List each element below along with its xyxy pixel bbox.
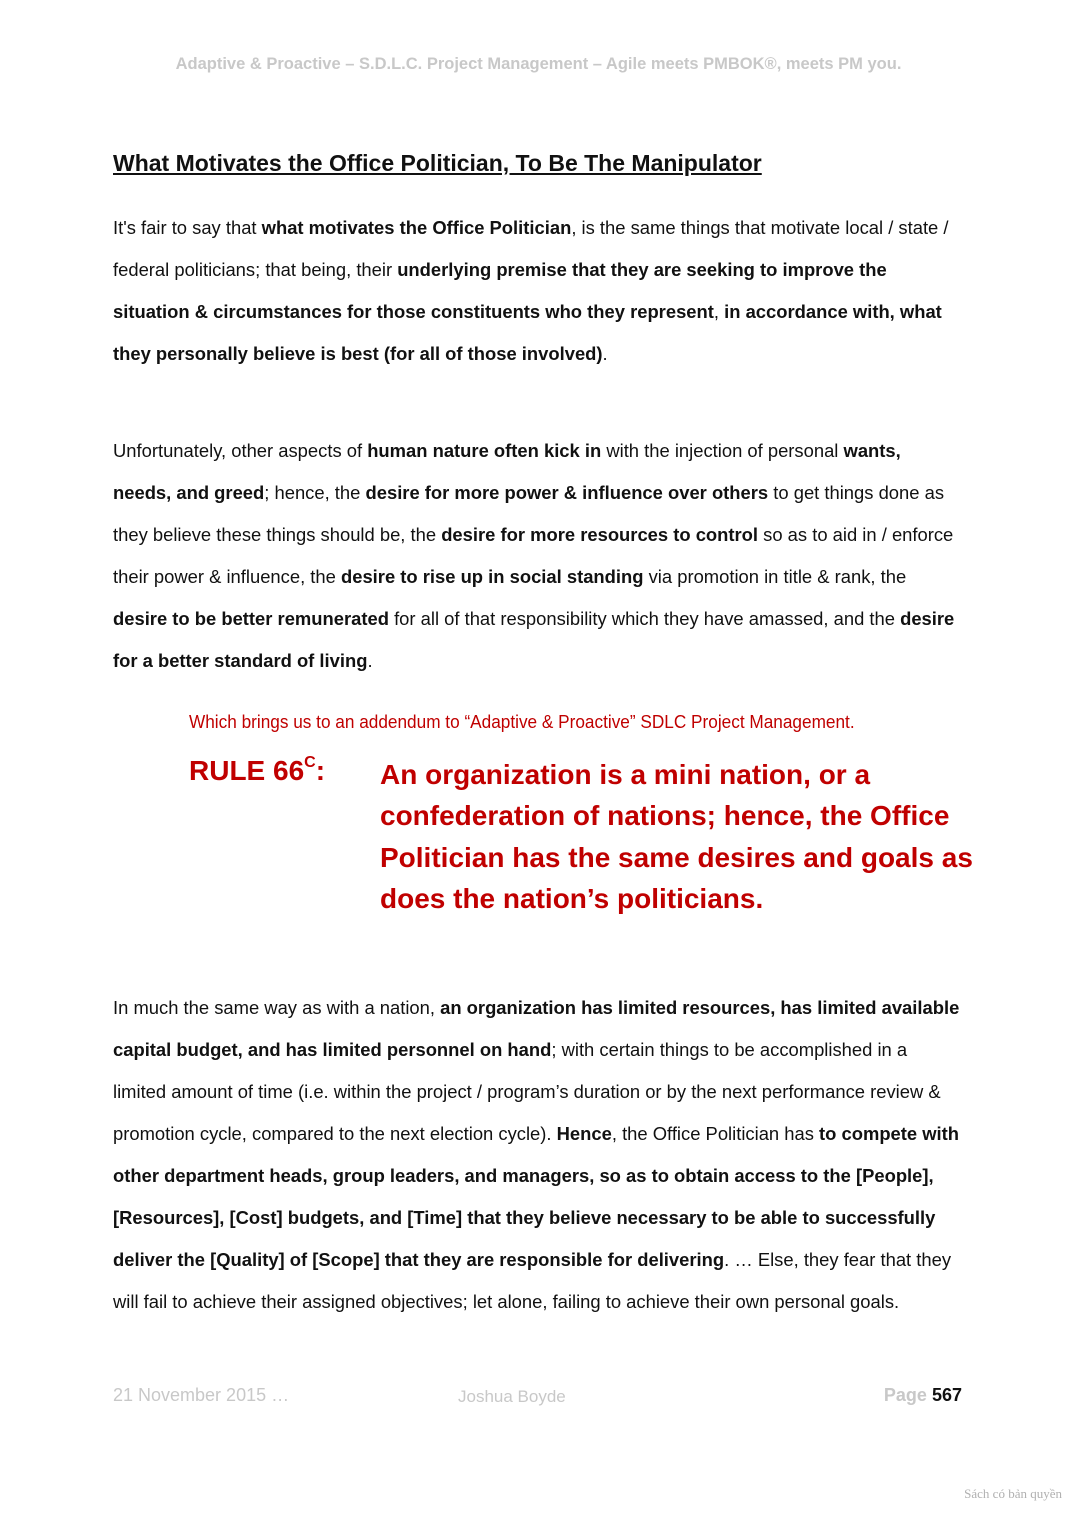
footer-page-value: 567 [931, 1385, 962, 1405]
bold-phrase: desire for more resources to control [441, 524, 759, 545]
bold-phrase: desire for more power & influence over others [365, 482, 769, 503]
text-run: . [602, 343, 608, 364]
text-run: , the Office Politician has [611, 1123, 820, 1144]
paragraph-limited-resources [113, 987, 963, 1323]
text-run: ; with certain things to be accomplished in a limited amount of time (i.e. within the project / program’s duration or by the next performance review & promotion cycle, compared to the next election cycle). [113, 1039, 941, 1144]
addendum-note: Which brings us to an addendum to “Adaptive & Proactive” SDLC Project Management. [189, 711, 855, 732]
text-run: so as to aid in / enforce their power & influence, the [113, 524, 954, 587]
text-run: to get things done as they believe these things should be, the [113, 482, 945, 545]
section-title: What Motivates the Office Politician, To Be The Manipulator [113, 150, 762, 176]
paragraph-human-nature [113, 430, 963, 682]
bold-phrase: human nature often kick in [367, 440, 602, 461]
rule-text: An organization is a mini nation, or a confederation of nations; hence, the Office Politician has the same desires and goals as does the nation’s politicians. [380, 759, 973, 915]
bold-phrase: desire for a better standard of living [113, 608, 955, 671]
text-run: for all of that responsibility which they have amassed, and the [388, 608, 901, 629]
text-run: via promotion in title & rank, the [643, 566, 907, 587]
text-run: It's fair to say that [113, 217, 262, 238]
footer-page-label: Page [883, 1385, 927, 1405]
bold-phrase: an organization has limited resources, has limited available capital budget, and has limited personnel on hand [113, 997, 960, 1060]
copyright-watermark: Sách có bản quyền [964, 1486, 1062, 1501]
bold-phrase: in accordance with, what they personally believe is best (for all of those involved) [113, 301, 942, 364]
bold-phrase: to compete with other department heads, group leaders, and managers, so as to obtain access to the [People], [Resources], [Cost] budgets, and [Time] that they believe necessary to be able to successfully deliver the [Quality] of [Scope] that they are responsible for delivering [113, 1123, 960, 1270]
text-run: . … Else, they fear that they will fail to achieve their assigned objectives; let alone, failing to achieve their own personal goals. [113, 1249, 952, 1312]
rule-colon: : [315, 755, 326, 786]
rule-label [189, 754, 325, 787]
bold-phrase: Hence [556, 1123, 612, 1144]
text-run: , [713, 301, 725, 322]
text-run: . [367, 650, 373, 671]
bold-phrase: desire to be better remunerated [113, 608, 389, 629]
bold-phrase: what motivates the Office Politician [261, 217, 572, 238]
text-run: , is the same things that motivate local / state / federal politicians; that being, their [113, 217, 949, 280]
bold-phrase: desire to rise up in social standing [340, 566, 644, 587]
text-run: In much the same way as with a nation, [113, 997, 441, 1018]
bold-phrase: wants, needs, and greed [113, 440, 901, 503]
text-run: with the injection of personal [601, 440, 844, 461]
running-header: Adaptive & Proactive – S.D.L.C. Project Management – Agile meets PMBOK®, meets PM you. [175, 55, 902, 73]
paragraph-motivation [113, 207, 963, 375]
footer-author: Joshua Boyde [458, 1387, 566, 1406]
rule-label-text: RULE 66 [189, 755, 305, 786]
text-run: Unfortunately, other aspects of [113, 440, 368, 461]
rule-superscript: C [304, 754, 316, 771]
bold-phrase: underlying premise that they are seeking to improve the situation & circumstances for those constituents who they represent [113, 259, 887, 322]
text-run: ; hence, the [264, 482, 366, 503]
footer-date: 21 November 2015 … [113, 1385, 290, 1405]
footer-page-number [884, 1385, 962, 1406]
